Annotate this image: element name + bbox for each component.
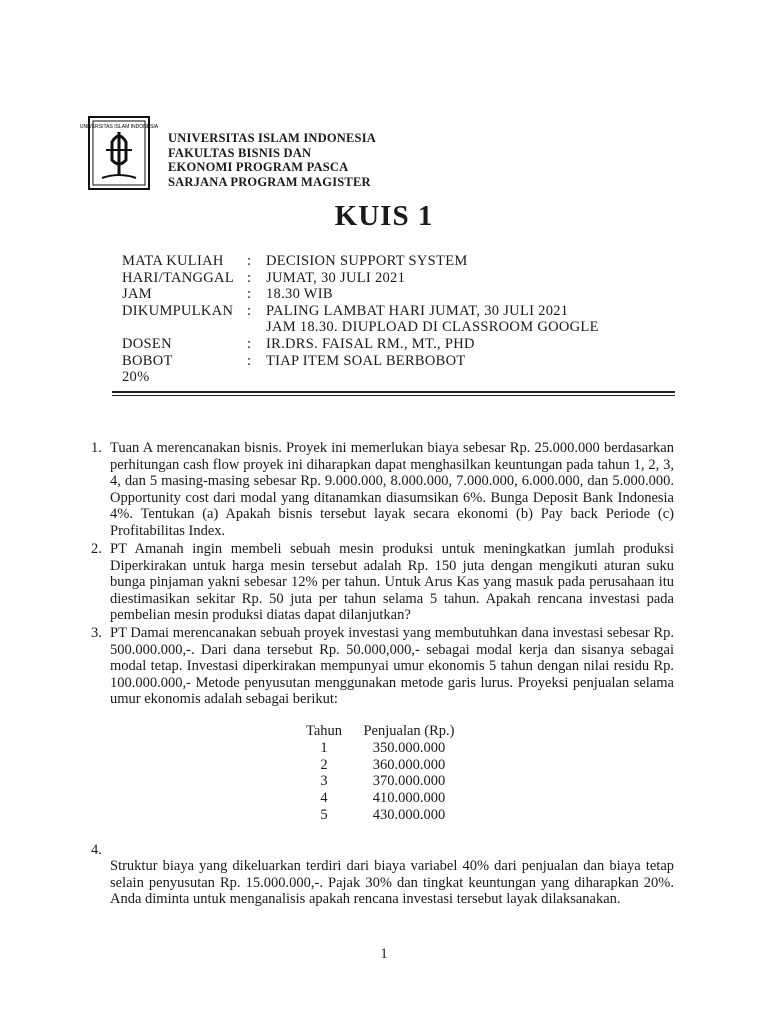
university-logo bbox=[79, 116, 159, 190]
institution-line: SARJANA PROGRAM MAGISTER bbox=[168, 174, 371, 189]
info-value: 18.30 WIB bbox=[266, 286, 333, 303]
info-row-submission-cont bbox=[122, 319, 599, 336]
question-number: 1. bbox=[91, 440, 102, 456]
institution-header bbox=[168, 131, 388, 189]
info-label: DOSEN bbox=[122, 335, 172, 352]
question-text: PT Damai merencanakan sebuah proyek investasi yang membutuhkan dana investasi sebesar Rp. 500.000.000,-. Dari dana tersebut Rp. 50.000,000,- sebagai modal kerja dan sisanya sebagai modal tetap. Investasi diperkirakan mempunyai umur ekonomis 5 tahun dengan nilai residu Rp. 100.000.000,- Metode penyusutan menggunakan metode garis lurus. Proyeksi penjualan selama umur ekonomis adalah sebagai berikut: bbox=[110, 625, 674, 708]
info-value: PALING LAMBAT HARI JUMAT, 30 JULI 2021 bbox=[266, 302, 569, 319]
header-divider bbox=[112, 395, 675, 396]
info-label bbox=[122, 319, 247, 336]
table-header-row bbox=[300, 723, 470, 740]
sales-projection-table bbox=[300, 723, 470, 824]
sales-cell: 350.000.000 bbox=[372, 739, 446, 756]
page-title: KUIS 1 bbox=[334, 200, 434, 232]
year-cell: 5 bbox=[320, 806, 328, 823]
info-row-submission bbox=[122, 303, 599, 320]
year-cell: 1 bbox=[320, 739, 328, 756]
institution-line: UNIVERSITAS ISLAM INDONESIA bbox=[168, 131, 376, 145]
table-row bbox=[300, 807, 470, 824]
table-row bbox=[300, 740, 470, 757]
info-separator: : bbox=[247, 302, 252, 319]
info-row-lecturer bbox=[122, 336, 599, 353]
info-separator: : bbox=[247, 253, 252, 269]
info-separator bbox=[247, 319, 266, 336]
sales-cell: 430.000.000 bbox=[372, 806, 446, 823]
info-value: TIAP ITEM SOAL BERBOBOT bbox=[266, 352, 466, 369]
column-header-year: Tahun bbox=[305, 723, 343, 739]
info-separator: : bbox=[247, 286, 252, 303]
info-label: 20% bbox=[122, 369, 150, 386]
course-info bbox=[122, 253, 599, 386]
year-cell: 2 bbox=[320, 756, 328, 773]
info-row-course bbox=[122, 253, 599, 270]
info-label: DIKUMPULKAN bbox=[122, 302, 234, 319]
logo-text: UNIVERSITAS ISLAM INDONESIA bbox=[79, 124, 159, 130]
institution-line: FAKULTAS BISNIS DAN bbox=[168, 145, 312, 160]
info-row-date bbox=[122, 270, 599, 287]
info-separator: : bbox=[247, 335, 252, 352]
sales-cell: 370.000.000 bbox=[372, 773, 446, 790]
sales-cell: 360.000.000 bbox=[372, 756, 446, 773]
question-text: PT Amanah ingin membeli sebuah mesin produksi untuk meningkatkan jumlah produksi Diperkirakan untuk harga mesin tersebut adalah Rp. 150 juta dengan mengikuti aturan suku bunga pinjaman yakni sebesar 12% per tahun. Untuk Arus Kas yang masuk pada perusahaan itu diestimasikan sekitar Rp. 50 juta per tahun selama 5 tahun. Apakah rencana investasi pada pembelian mesin produksi diatas dapat dilanjutkan? bbox=[110, 541, 674, 624]
column-header-sales: Penjualan (Rp.) bbox=[363, 723, 455, 739]
info-row-weight bbox=[122, 353, 599, 370]
question-number: 3. bbox=[91, 625, 102, 641]
info-separator bbox=[247, 369, 266, 386]
header-divider bbox=[112, 391, 675, 393]
info-label: HARI/TANGGAL bbox=[122, 269, 234, 286]
info-value: JUMAT, 30 JULI 2021 bbox=[266, 269, 406, 286]
info-label: JAM bbox=[122, 286, 152, 303]
question-text: Tuan A merencanakan bisnis. Proyek ini memerlukan biaya sebesar Rp. 25.000.000 berdasarkan perhitungan cash flow proyek ini diharapkan dapat menghasilkan keuntungan pada tahun 1, 2, 3, 4, dan 5 masing-masing sebesar Rp. 9.000.000, 8.000.000, 7.000.000, 6.000.000, dan 5.000.000. Opportunity cost dari modal yang ditanamkan diasumsikan 6%. Bunga Deposit Bank Indonesia 4%. Tentukan (a) Apakah bisnis tersebut layak secara ekonomi (b) Pay back Periode (c) Profitabilitas Index. bbox=[110, 440, 674, 539]
info-value: IR.DRS. FAISAL RM., MT., PHD bbox=[266, 335, 475, 352]
info-separator: : bbox=[247, 352, 252, 369]
info-value: JAM 18.30. DIUPLOAD DI CLASSROOM GOOGLE bbox=[266, 319, 599, 336]
table-row bbox=[300, 790, 470, 807]
question-number: 4. bbox=[91, 842, 102, 858]
question-number: 2. bbox=[91, 541, 102, 557]
table-row bbox=[300, 773, 470, 790]
sales-cell: 410.000.000 bbox=[372, 790, 446, 807]
institution-line: EKONOMI PROGRAM PASCA bbox=[168, 160, 349, 175]
page-number: 1 bbox=[380, 946, 388, 962]
year-cell: 4 bbox=[320, 790, 328, 807]
info-label: BOBOT bbox=[122, 352, 173, 369]
table-row bbox=[300, 757, 470, 774]
question-text: Struktur biaya yang dikeluarkan terdiri dari biaya variabel 40% dari penjualan dan biaya tetap selain penyusutan Rp. 15.000.000,-. Pajak 30% dan tingkat keuntungan yang diharapkan 20%. Anda diminta untuk menganalisis apakah rencana investasi tersebut layak dilaksanakan. bbox=[110, 858, 674, 908]
info-row-time bbox=[122, 286, 599, 303]
year-cell: 3 bbox=[320, 773, 328, 790]
info-separator: : bbox=[247, 269, 252, 286]
info-label: MATA KULIAH bbox=[122, 253, 224, 269]
info-row-weight-cont bbox=[122, 369, 599, 386]
info-value: DECISION SUPPORT SYSTEM bbox=[266, 253, 468, 269]
